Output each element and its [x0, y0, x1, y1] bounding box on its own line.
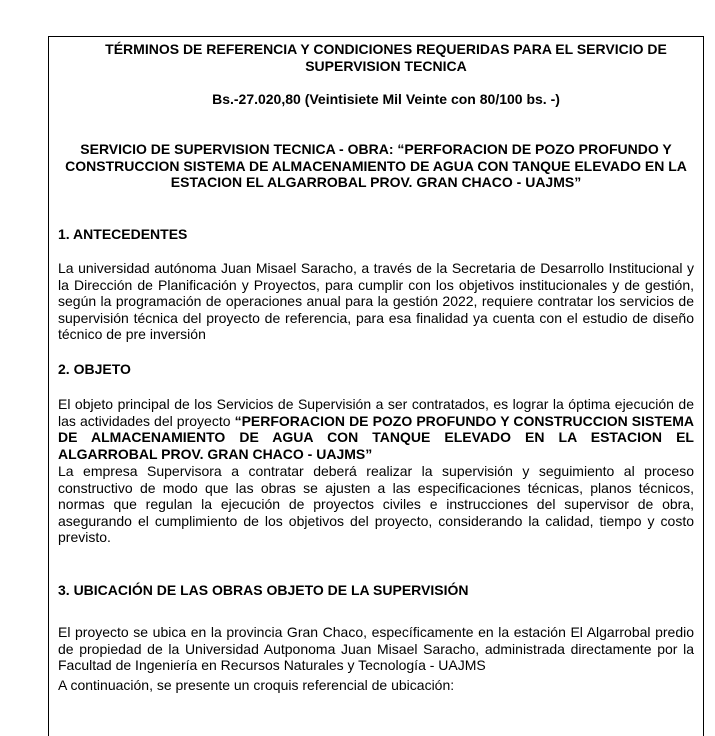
objeto-intro-text: El objeto principal de los Servicios de Supervisión a ser contratados, es lograr la óptima ejecución de las actividades del proyecto	[58, 396, 694, 429]
section-heading-objeto: 2. OBJETO	[58, 361, 131, 377]
section-body-objeto: La empresa Supervisora a contratar deberá realizar la supervisión y seguimiento al proceso constructivo de modo que las obras se ajusten a las especificaciones técnicas, planos técnicos, normas que regulan la ejecución de proyectos civiles e instrucciones del supervisor de obra, asegurando el cumplimiento de los objetivos del proyecto, considerando la calidad, tiempo y costo previsto.	[58, 463, 694, 545]
section-body-antecedentes: La universidad autónoma Juan Misael Saracho, a través de la Secretaria de Desarrollo Institucional y la Dirección de Planificación y Proyectos, para cumplir con los objetivos institucionales y de gestión, según la programación de operaciones anual para la gestión 2022, requiere contratar los servicios de supervisión técnica del proyecto de referencia, para esa finalidad ya cuenta con el estudio de diseño técnico de pre inversión	[58, 260, 694, 342]
document-title: TÉRMINOS DE REFERENCIA Y CONDICIONES REQUERIDAS PARA EL SERVICIO DE SUPERVISION TECNICA	[105, 41, 667, 74]
section-body-objeto-intro	[58, 396, 694, 462]
service-title: SERVICIO DE SUPERVISION TECNICA - OBRA: “PERFORACION DE POZO PROFUNDO Y CONSTRUCCION SISTEMA DE ALMACENAMIENTO DE AGUA CON TANQUE ELEVADO EN LA ESTACION EL ALGARROBAL PROV. GRAN CHACO - UAJMS”	[65, 141, 687, 190]
objeto-project-name: “PERFORACION DE POZO PROFUNDO Y CONSTRUCCION SISTEMA DE ALMACENAMIENTO DE AGUA CON TANQUE ELEVADO EN LA ESTACION EL ALGARROBAL PROV. GRAN CHACO - UAJMS”	[58, 412, 694, 462]
section-note-ubicacion: A continuación, se presente un croquis referencial de ubicación:	[58, 677, 455, 693]
section-heading-antecedentes: 1. ANTECEDENTES	[58, 226, 188, 242]
section-heading-ubicacion: 3. UBICACIÓN DE LAS OBRAS OBJETO DE LA SUPERVISIÓN	[58, 582, 469, 598]
section-body-ubicacion: El proyecto se ubica en la provincia Gran Chaco, específicamente en la estación El Algarrobal predio de propiedad de la Universidad Autponoma Juan Misael Saracho, administrada directamente por la Facultad de Ingeniería en Recursos Naturales y Tecnología - UAJMS	[58, 624, 694, 673]
contract-amount: Bs.-27.020,80 (Veintisiete Mil Veinte con 80/100 bs. -)	[212, 91, 560, 107]
